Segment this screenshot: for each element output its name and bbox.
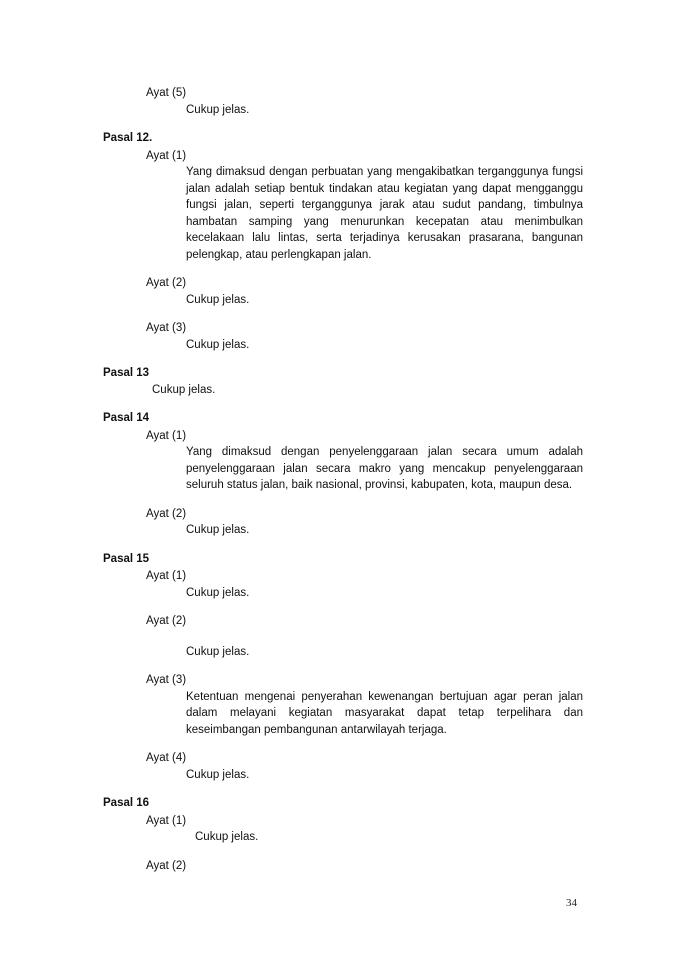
cukup-jelas-text: Cukup jelas.: [186, 524, 250, 536]
ayat-label: Ayat (4): [146, 752, 187, 764]
ayat-label: Ayat (2): [146, 615, 187, 627]
blank-line: [103, 630, 583, 644]
cukup-jelas-text: Cukup jelas.: [186, 586, 250, 599]
cukup-jelas-text: Cukup jelas.: [186, 103, 250, 116]
explanation-paragraph: Ketentuan mengenai penyerahan kewenangan bertujuan agar peran jalan dalam melayani kegiatan masyarakat dapat tetap terpelihara dan keseimbangan pembangunan antarwilayah terjaga.: [186, 690, 587, 736]
ayat-label: Ayat (5): [146, 87, 187, 99]
cukup-jelas-text: Cukup jelas.: [186, 338, 250, 351]
ayat-label: Ayat (1): [146, 429, 187, 442]
explanation-paragraph: Yang dimaksud dengan penyelenggaraan jalan secara umum adalah penyelenggaraan jalan secara makro yang mencakup penyelenggaraan seluruh status jalan, baik nasional, provinsi, kabupaten, kota, maupun desa.: [186, 446, 587, 491]
pasal-heading: Pasal 16: [103, 797, 150, 809]
document-content: [103, 85, 587, 874]
ayat-label: Ayat (2): [146, 277, 187, 289]
pasal-heading: Pasal 13: [103, 367, 150, 379]
cukup-jelas-text: Cukup jelas.: [186, 645, 250, 658]
ayat-label: Ayat (1): [146, 570, 187, 582]
explanation-paragraph: Yang dimaksud dengan perbuatan yang mengakibatkan terganggunya fungsi jalan adalah setiap bentuk tindakan atau kegiatan yang dapat mengganggu fungsi jalan, seperti terganggunya jarak atau sudut pandang, timbulnya hambatan samping yang menurunkan kecepatan atau menimbulkan kecelakaan lalu lintas, serta terjadinya kerusakan prasarana, bangunan pelengkap, atau perlengkapan jalan.: [186, 166, 587, 261]
pasal-heading: Pasal 12.: [103, 132, 153, 144]
ayat-label: Ayat (2): [146, 507, 187, 520]
cukup-jelas-text: Cukup jelas.: [186, 768, 250, 781]
ayat-label: Ayat (2): [146, 859, 187, 872]
pasal-heading: Pasal 15: [103, 552, 150, 565]
ayat-label: Ayat (1): [146, 814, 187, 827]
ayat-label: Ayat (1): [146, 149, 187, 162]
ayat-label: Ayat (3): [146, 674, 187, 686]
cukup-jelas-text: Cukup jelas.: [152, 383, 216, 396]
page-number: 34: [566, 897, 577, 909]
cukup-jelas-text: Cukup jelas.: [195, 831, 259, 843]
ayat-label: Ayat (3): [146, 322, 187, 334]
pasal-heading: Pasal 14: [103, 412, 150, 424]
cukup-jelas-text: Cukup jelas.: [186, 293, 250, 306]
